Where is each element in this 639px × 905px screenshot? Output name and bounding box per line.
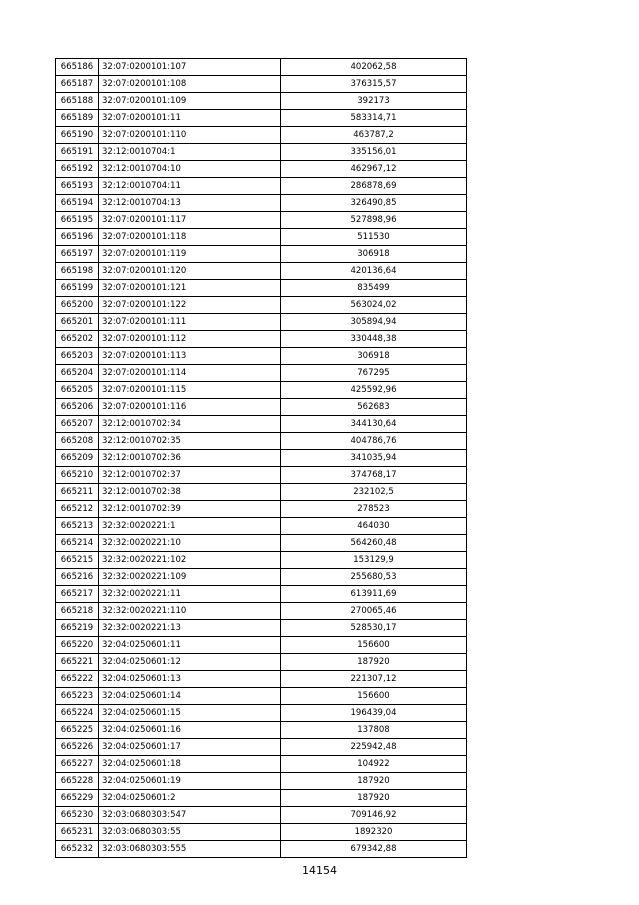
table-row [56,399,467,416]
cadastral-number-cell: 32:12:0010702:37 [99,467,281,484]
row-id-cell: 665228 [56,773,99,790]
table-row [56,671,467,688]
cadastral-number-cell: 32:07:0200101:107 [99,59,281,76]
row-id-cell: 665215 [56,552,99,569]
value-cell: 835499 [281,280,467,297]
row-id-cell: 665200 [56,297,99,314]
table-row [56,688,467,705]
value-cell: 225942,48 [281,739,467,756]
value-cell: 344130,64 [281,416,467,433]
table-row [56,144,467,161]
row-id-cell: 665214 [56,535,99,552]
value-cell: 564260,48 [281,535,467,552]
table-row [56,195,467,212]
row-id-cell: 665192 [56,161,99,178]
table-row [56,807,467,824]
cadastral-number-cell: 32:12:0010702:35 [99,433,281,450]
cadastral-number-cell: 32:04:0250601:11 [99,637,281,654]
cadastral-number-cell: 32:04:0250601:13 [99,671,281,688]
row-id-cell: 665217 [56,586,99,603]
value-cell: 232102,5 [281,484,467,501]
value-cell: 326490,85 [281,195,467,212]
table-row [56,127,467,144]
registry-table-body [56,59,467,858]
row-id-cell: 665231 [56,824,99,841]
table-row [56,297,467,314]
cadastral-number-cell: 32:07:0200101:114 [99,365,281,382]
row-id-cell: 665225 [56,722,99,739]
table-row [56,59,467,76]
value-cell: 679342,88 [281,841,467,858]
row-id-cell: 665227 [56,756,99,773]
cadastral-number-cell: 32:32:0020221:110 [99,603,281,620]
value-cell: 278523 [281,501,467,518]
value-cell: 156600 [281,688,467,705]
cadastral-number-cell: 32:03:0680303:555 [99,841,281,858]
value-cell: 528530,17 [281,620,467,637]
row-id-cell: 665190 [56,127,99,144]
value-cell: 563024,02 [281,297,467,314]
cadastral-number-cell: 32:12:0010702:36 [99,450,281,467]
table-row [56,331,467,348]
cadastral-number-cell: 32:12:0010704:1 [99,144,281,161]
row-id-cell: 665230 [56,807,99,824]
table-row [56,620,467,637]
row-id-cell: 665191 [56,144,99,161]
table-row [56,93,467,110]
value-cell: 463787,2 [281,127,467,144]
row-id-cell: 665211 [56,484,99,501]
cadastral-number-cell: 32:12:0010702:34 [99,416,281,433]
cadastral-number-cell: 32:04:0250601:2 [99,790,281,807]
table-row [56,484,467,501]
table-row [56,654,467,671]
cadastral-number-cell: 32:07:0200101:121 [99,280,281,297]
value-cell: 335156,01 [281,144,467,161]
table-row [56,433,467,450]
row-id-cell: 665212 [56,501,99,518]
value-cell: 221307,12 [281,671,467,688]
value-cell: 305894,94 [281,314,467,331]
table-row [56,586,467,603]
row-id-cell: 665208 [56,433,99,450]
value-cell: 104922 [281,756,467,773]
row-id-cell: 665193 [56,178,99,195]
table-row [56,229,467,246]
value-cell: 187920 [281,790,467,807]
value-cell: 709146,92 [281,807,467,824]
value-cell: 420136,64 [281,263,467,280]
row-id-cell: 665205 [56,382,99,399]
row-id-cell: 665186 [56,59,99,76]
value-cell: 341035,94 [281,450,467,467]
value-cell: 425592,96 [281,382,467,399]
table-row [56,450,467,467]
row-id-cell: 665222 [56,671,99,688]
value-cell: 270065,46 [281,603,467,620]
row-id-cell: 665197 [56,246,99,263]
row-id-cell: 665221 [56,654,99,671]
row-id-cell: 665224 [56,705,99,722]
table-row [56,178,467,195]
cadastral-number-cell: 32:32:0020221:109 [99,569,281,586]
value-cell: 187920 [281,773,467,790]
cadastral-number-cell: 32:07:0200101:117 [99,212,281,229]
table-row [56,756,467,773]
table-row [56,348,467,365]
row-id-cell: 665198 [56,263,99,280]
cadastral-number-cell: 32:04:0250601:18 [99,756,281,773]
table-row [56,314,467,331]
cadastral-number-cell: 32:07:0200101:112 [99,331,281,348]
table-row [56,790,467,807]
value-cell: 392173 [281,93,467,110]
value-cell: 187920 [281,654,467,671]
cadastral-number-cell: 32:07:0200101:116 [99,399,281,416]
row-id-cell: 665229 [56,790,99,807]
value-cell: 156600 [281,637,467,654]
cadastral-number-cell: 32:04:0250601:17 [99,739,281,756]
value-cell: 767295 [281,365,467,382]
row-id-cell: 665201 [56,314,99,331]
row-id-cell: 665195 [56,212,99,229]
value-cell: 562683 [281,399,467,416]
value-cell: 404786,76 [281,433,467,450]
table-row [56,518,467,535]
cadastral-number-cell: 32:12:0010704:11 [99,178,281,195]
row-id-cell: 665232 [56,841,99,858]
value-cell: 374768,17 [281,467,467,484]
row-id-cell: 665207 [56,416,99,433]
value-cell: 286878,69 [281,178,467,195]
cadastral-number-cell: 32:04:0250601:14 [99,688,281,705]
value-cell: 306918 [281,246,467,263]
cadastral-number-cell: 32:07:0200101:115 [99,382,281,399]
table-row [56,263,467,280]
value-cell: 196439,04 [281,705,467,722]
value-cell: 306918 [281,348,467,365]
row-id-cell: 665204 [56,365,99,382]
table-row [56,569,467,586]
cadastral-number-cell: 32:04:0250601:16 [99,722,281,739]
table-row [56,535,467,552]
table-row [56,76,467,93]
page-number: 14154 [302,864,337,877]
table-row [56,705,467,722]
row-id-cell: 665199 [56,280,99,297]
cadastral-number-cell: 32:12:0010702:39 [99,501,281,518]
cadastral-number-cell: 32:12:0010704:13 [99,195,281,212]
table-row [56,161,467,178]
cadastral-number-cell: 32:07:0200101:122 [99,297,281,314]
row-id-cell: 665219 [56,620,99,637]
table-row [56,637,467,654]
cadastral-number-cell: 32:07:0200101:120 [99,263,281,280]
cadastral-number-cell: 32:03:0680303:55 [99,824,281,841]
row-id-cell: 665203 [56,348,99,365]
table-row [56,739,467,756]
cadastral-number-cell: 32:07:0200101:109 [99,93,281,110]
cadastral-number-cell: 32:32:0020221:11 [99,586,281,603]
value-cell: 330448,38 [281,331,467,348]
row-id-cell: 665202 [56,331,99,348]
row-id-cell: 665216 [56,569,99,586]
cadastral-number-cell: 32:07:0200101:111 [99,314,281,331]
table-row [56,416,467,433]
value-cell: 462967,12 [281,161,467,178]
row-id-cell: 665188 [56,93,99,110]
cadastral-number-cell: 32:32:0020221:102 [99,552,281,569]
cadastral-number-cell: 32:04:0250601:12 [99,654,281,671]
cadastral-number-cell: 32:07:0200101:108 [99,76,281,93]
value-cell: 376315,57 [281,76,467,93]
row-id-cell: 665218 [56,603,99,620]
value-cell: 153129,9 [281,552,467,569]
table-row [56,722,467,739]
value-cell: 613911,69 [281,586,467,603]
value-cell: 583314,71 [281,110,467,127]
value-cell: 1892320 [281,824,467,841]
table-row [56,110,467,127]
table-row [56,365,467,382]
cadastral-number-cell: 32:04:0250601:15 [99,705,281,722]
value-cell: 527898,96 [281,212,467,229]
cadastral-number-cell: 32:03:0680303:547 [99,807,281,824]
row-id-cell: 665210 [56,467,99,484]
table-row [56,552,467,569]
row-id-cell: 665223 [56,688,99,705]
table-row [56,501,467,518]
cadastral-number-cell: 32:12:0010704:10 [99,161,281,178]
cadastral-number-cell: 32:07:0200101:110 [99,127,281,144]
row-id-cell: 665189 [56,110,99,127]
cadastral-number-cell: 32:32:0020221:1 [99,518,281,535]
table-row [56,382,467,399]
cadastral-number-cell: 32:12:0010702:38 [99,484,281,501]
table-row [56,824,467,841]
value-cell: 255680,53 [281,569,467,586]
table-row [56,280,467,297]
row-id-cell: 665194 [56,195,99,212]
table-row [56,773,467,790]
row-id-cell: 665187 [56,76,99,93]
cadastral-number-cell: 32:04:0250601:19 [99,773,281,790]
table-row [56,246,467,263]
row-id-cell: 665226 [56,739,99,756]
row-id-cell: 665196 [56,229,99,246]
table-row [56,841,467,858]
value-cell: 137808 [281,722,467,739]
table-row [56,212,467,229]
row-id-cell: 665206 [56,399,99,416]
row-id-cell: 665220 [56,637,99,654]
cadastral-number-cell: 32:07:0200101:118 [99,229,281,246]
cadastral-number-cell: 32:32:0020221:13 [99,620,281,637]
row-id-cell: 665213 [56,518,99,535]
row-id-cell: 665209 [56,450,99,467]
cadastral-number-cell: 32:07:0200101:113 [99,348,281,365]
cadastral-number-cell: 32:07:0200101:119 [99,246,281,263]
table-row [56,467,467,484]
value-cell: 511530 [281,229,467,246]
cadastral-number-cell: 32:07:0200101:11 [99,110,281,127]
table-row [56,603,467,620]
registry-table [55,58,467,858]
value-cell: 402062,58 [281,59,467,76]
value-cell: 464030 [281,518,467,535]
cadastral-number-cell: 32:32:0020221:10 [99,535,281,552]
